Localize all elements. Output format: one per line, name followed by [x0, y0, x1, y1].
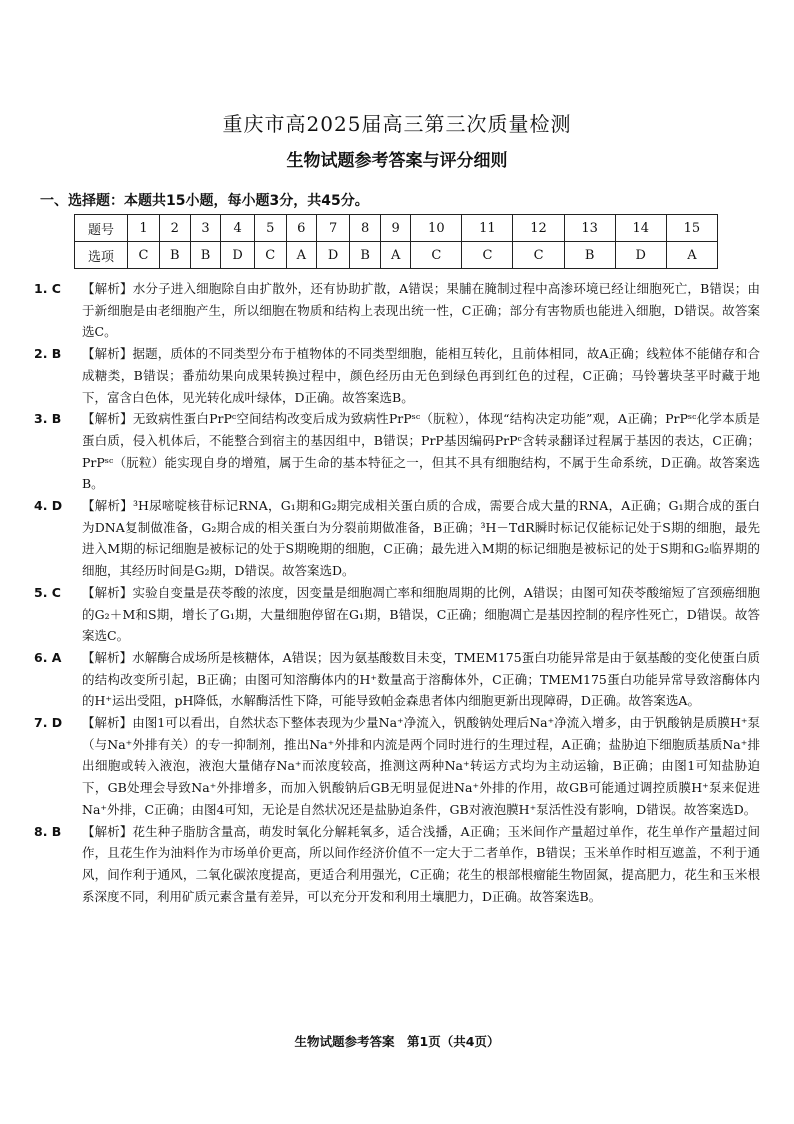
- question-number: 11: [462, 215, 513, 242]
- explanation-text: 【解析】³H尿嘧啶核苷标记RNA，G₁期和G₂期完成相关蛋白质的合成，需要合成大量的RNA，A正确；G₁期合成的蛋白为DNA复制做准备，G₂期合成的相关蛋白为分裂前期做准备，B正确；³H－TdR瞬时标记仅能标记处于S期的细胞，最先进入M期的标记细胞是被标记的处于S期晚期的细胞，C正确；最先进入M期的标记细胞是被标记的处于S期和G₂临界期的细胞，其经历时间是G₂期，D错误。故答案选D。: [82, 498, 760, 579]
- answer-table: [74, 214, 718, 269]
- answer-cell: A: [286, 242, 316, 269]
- explanation-text: 【解析】由图1可以看出，自然状态下整体表现为少量Na⁺净流入，钒酸钠处理后Na⁺净流入增多，由于钒酸钠是质膜H⁺泵（与Na⁺外排有关）的专一抑制剂，推出Na⁺外排和内流是两个同时进行的生理过程，A正确；盐胁迫下细胞质基质Na⁺排出细胞或转入液泡，液泡大量储存Na⁺而浓度较高，推测这两种Na⁺转运方式均为主动运输，B正确；由图1可知盐胁迫下，GB处理会导致Na⁺外排增多，而加入钒酸钠后GB无明显促进Na⁺外排的作用，故GB可能通过调控质膜H⁺泵来促进Na⁺外排，C正确；由图4可知，无论是自然状况还是盐胁迫条件，GB对液泡膜H⁺泵活性没有影响，D错误。故答案选D。: [82, 715, 760, 817]
- answer-cell: C: [462, 242, 513, 269]
- answer-cell: D: [615, 242, 666, 269]
- question-number: 9: [381, 215, 411, 242]
- section-heading: 一、选择题：本题共15小题，每小题3分，共45分。: [40, 193, 369, 209]
- explanation-number: 6. A: [34, 649, 62, 665]
- question-number: 3: [190, 215, 221, 242]
- explanation-number: 4. D: [34, 498, 63, 514]
- explanation-item: [34, 821, 760, 908]
- explanation-number: 1. C: [34, 281, 61, 296]
- explanation-text: 【解析】无致病性蛋白PrPᶜ空间结构改变后成为致病性PrPˢᶜ（朊粒），体现“结构决定功能”观，A正确；PrPˢᶜ化学本质是蛋白质，侵入机体后，不能整合到宿主的基因组中，B错误；PrP基因编码PrPᶜ含转录翻译过程属于基因的表达，C正确；PrPˢᶜ（朊粒）能实现自身的增殖，属于生命的基本特征之一，但其不具有细胞结构，不属于生命系统，D正确。故答案选B。: [82, 411, 760, 492]
- question-number: 6: [286, 215, 316, 242]
- answer-cell: D: [316, 242, 349, 269]
- explanation-item: [34, 712, 760, 821]
- answer-cell: B: [190, 242, 221, 269]
- question-number: 8: [350, 215, 381, 242]
- answer-cell: B: [350, 242, 381, 269]
- document-title: 重庆市高2025届高三第三次质量检测: [222, 112, 572, 136]
- explanation-text: 【解析】水解酶合成场所是核糖体，A错误；因为氨基酸数目未变，TMEM175蛋白功能异常是由于氨基酸的变化使蛋白质的结构改变所引起，B正确；由图可知溶酶体内的H⁺数量高于溶酶体外，C正确；TMEM175蛋白功能异常导致溶酶体内的H⁺运出受阻，pH降低，水解酶活性下降，可能导致帕金森患者体内细胞更新出现障碍，D正确。故答案选A。: [82, 649, 760, 709]
- explanation-item: [34, 278, 760, 343]
- explanation-text: 【解析】花生种子脂肪含量高，萌发时氧化分解耗氧多，适合浅播，A正确；玉米间作产量超过单作，花生单作产量超过间作，且花生作为油料作为市场单价更高，所以间作经济价值不一定大于二者单作，B错误；玉米单作时相互遮盖，不利于通风，间作利于通风，二氧化碳浓度提高，更适合利用强光，C正确；花生的根部根瘤能生物固氮，提高肥力，花生和玉米根系深度不同，利用矿质元素含量有差异，可以充分开发和利用土壤肥力，D正确。故答案选B。: [82, 823, 760, 904]
- answer-cell: B: [564, 242, 615, 269]
- explanation-number: 7. D: [34, 715, 63, 731]
- explanation-item: [34, 408, 760, 495]
- question-number: 5: [254, 215, 286, 242]
- question-number: 2: [159, 215, 190, 242]
- question-number: 4: [221, 215, 254, 242]
- answer-cell: B: [159, 242, 190, 269]
- explanation-item: [34, 582, 760, 647]
- document-subtitle: 生物试题参考答案与评分细则: [286, 151, 508, 171]
- answer-cell: C: [411, 242, 462, 269]
- explanation-text: 【解析】实验自变量是茯苓酸的浓度，因变量是细胞凋亡率和细胞周期的比例，A错误；由图可知茯苓酸缩短了宫颈癌细胞的G₂＋M和S期，增长了G₁期，大量细胞停留在G₁期，B错误，C正确；细胞凋亡是基因控制的程序性死亡，D错误。故答案选C。: [82, 584, 760, 644]
- answer-cell: C: [513, 242, 564, 269]
- explanation-number: 2. B: [34, 346, 62, 362]
- explanation-item: [34, 495, 760, 582]
- question-number: 14: [615, 215, 666, 242]
- explanation-number: 3. B: [34, 411, 62, 427]
- explanation-number: 5. C: [34, 584, 61, 600]
- question-number: 1: [128, 215, 160, 242]
- explanation-text: 【解析】据题，质体的不同类型分布于植物体的不同类型细胞，能相互转化，且前体相同，故A正确；线粒体不能储存和合成糖类，B错误；番茄幼果向成果转换过程中，颜色经历由无色到绿色再到红色的过程，C正确；马铃薯块茎平时藏于地下，富含白色体，见光转化成叶绿体，D正确。故答案选B。: [82, 346, 760, 405]
- explanation-text: 【解析】水分子进入细胞除自由扩散外，还有协助扩散，A错误；果脯在腌制过程中高渗环境已经让细胞死亡，B错误；由于新细胞是由老细胞产生，所以细胞在物质和结构上表现出统一性，C正确；部分有害物质也能进入细胞，D错误。故答案选C。: [82, 281, 760, 340]
- question-number: 15: [666, 215, 717, 242]
- question-number: 12: [513, 215, 564, 242]
- row-label-number: 题号: [75, 215, 128, 242]
- question-number: 7: [316, 215, 349, 242]
- page-footer: 生物试题参考答案 第1页（共4页）: [294, 1034, 500, 1049]
- row-label-answer: 选项: [75, 242, 128, 269]
- question-number: 13: [564, 215, 615, 242]
- answer-cell: D: [221, 242, 254, 269]
- question-number-row: [75, 215, 718, 242]
- question-number: 10: [411, 215, 462, 242]
- answer-cell: A: [666, 242, 717, 269]
- answer-cell: A: [381, 242, 411, 269]
- explanation-list: [34, 278, 760, 907]
- explanation-item: [34, 647, 760, 712]
- answer-cell: C: [128, 242, 160, 269]
- explanation-number: 8. B: [34, 823, 62, 839]
- answer-cell: C: [254, 242, 286, 269]
- explanation-item: [34, 343, 760, 408]
- answer-row: [75, 242, 718, 269]
